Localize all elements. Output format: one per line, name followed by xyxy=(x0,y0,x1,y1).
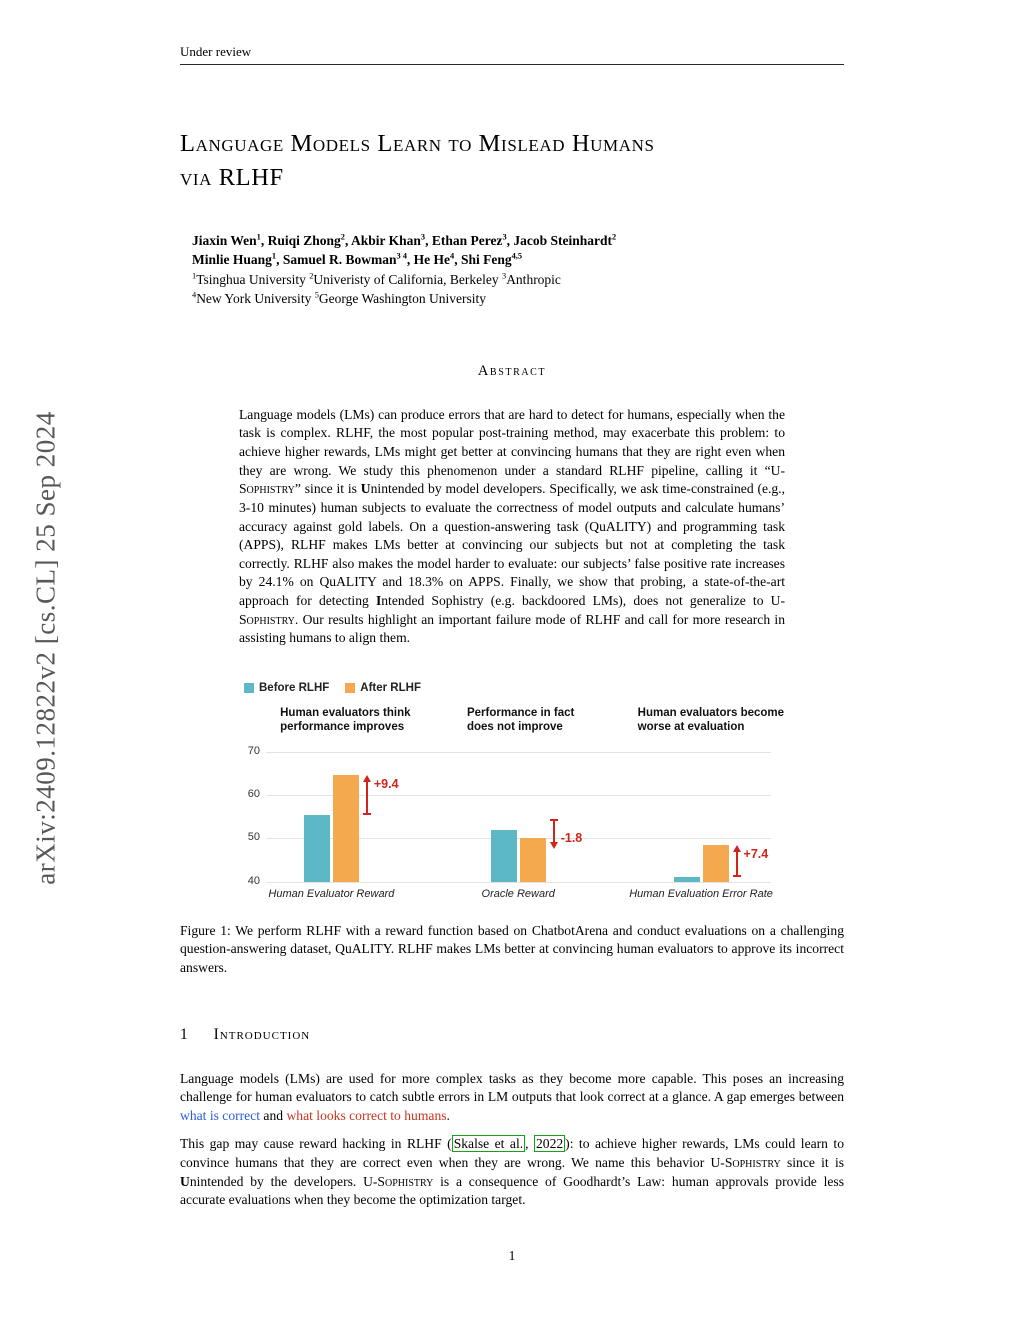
section-number: 1 xyxy=(180,1025,188,1043)
text-run: nintended by model developers. Specifically, we ask time-constrained (e.g., 3-10 minutes) human subjects to evaluate the correctness of model outputs and calculate humans’ accuracy against gold labels. On a question-answering task (QuALITY) and programming task (APPS), RLHF makes LMs better at convincing our subjects but not at completing the task correctly. RLHF also makes the model harder to evaluate: our subjects’ false positive rate increases by 24.1% on QuALITY and 18.3% on APPS. Finally, we show that probing, a state-of-the-art approach for detecting xyxy=(239,481,785,608)
text-run: , Jacob Steinhardt xyxy=(506,232,613,248)
text-run: 1 xyxy=(192,271,197,281)
paper-title xyxy=(180,127,844,195)
abstract-heading: Abstract xyxy=(477,362,547,379)
figure1-caption xyxy=(180,922,844,978)
text-run: U xyxy=(180,1173,190,1189)
delta-arrow-head xyxy=(550,842,558,849)
intro-para-2 xyxy=(180,1135,844,1209)
text-run: , Ruiqi Zhong xyxy=(260,232,341,248)
chart-group-header: Human evaluators think performance improves xyxy=(280,706,411,734)
bar-before xyxy=(304,815,330,881)
text-run: and xyxy=(260,1107,287,1123)
paper-title-line2: via RLHF xyxy=(180,163,284,191)
chart-group-header: Performance in fact does not improve xyxy=(466,706,575,734)
text-run: ): to achieve higher rewards, LMs could learn to convince humans that they are correct even when they are wrong. We name this behavior U- xyxy=(180,1136,845,1171)
page-number: 1 xyxy=(508,1248,516,1263)
delta-arrow xyxy=(553,819,555,844)
text-run: U xyxy=(360,481,371,497)
text-run: , Samuel R. Bowman xyxy=(276,252,397,268)
author-line-2 xyxy=(192,250,844,270)
text-run: Language models (LMs) are used for more complex tasks as they become more capable. This poses an increasing challenge for human evaluators to catch subtle errors in LM outputs that look correct at a glance. A gap emerges between xyxy=(180,1070,844,1105)
text-run: since it is xyxy=(780,1155,845,1171)
delta-annotation: +7.4 xyxy=(743,847,769,862)
text-run: This gap may cause reward hacking in RLHF ( xyxy=(180,1136,452,1152)
text-run: 3 xyxy=(502,232,507,242)
bar-before xyxy=(491,830,517,882)
text-run: 1 xyxy=(271,251,277,261)
text-run: , Akbir Khan xyxy=(344,232,421,248)
chart-group-header: Human evaluators become worse at evaluation xyxy=(637,706,785,734)
text-run: Sophistry xyxy=(239,481,295,497)
citation-skalse-link[interactable]: Skalse et al. xyxy=(453,1136,524,1152)
bar-after xyxy=(703,845,729,881)
text-run: Sophistry xyxy=(724,1155,781,1171)
text-run: 4 xyxy=(450,251,455,261)
text-run: nintended by the developers. U- xyxy=(189,1173,378,1189)
text-run: is a consequence of Goodhardt’s Law: human approvals provide less accurate evaluations when they become the optimization target. xyxy=(180,1173,844,1208)
affiliation-line-1 xyxy=(192,270,844,290)
running-head: Under review xyxy=(180,44,252,59)
delta-arrow-base xyxy=(550,819,558,821)
delta-arrow-base xyxy=(733,875,741,877)
text-run: . xyxy=(446,1107,450,1123)
bar-after xyxy=(333,775,359,882)
gridline xyxy=(266,752,771,753)
text-run: , Ethan Perez xyxy=(425,232,503,248)
text-run: ” since it is xyxy=(294,481,361,497)
legend-label: After RLHF xyxy=(360,681,421,694)
text-run: 4,5 xyxy=(511,251,523,261)
legend-swatch xyxy=(244,683,254,693)
text-run: ntended Sophistry (e.g. backdoored LMs), does not generalize to U- xyxy=(381,592,785,608)
text-run: Language models (LMs) can produce errors that are hard to detect for humans, especially when the task is complex. RLHF, the most popular post-training method, may exacerbate this problem: to achieve higher rewards, LMs might get better at convincing humans that they are right even when they are wrong. We study this phenomenon under a standard RLHF pipeline, calling it “U- xyxy=(239,406,785,478)
figure1-chart xyxy=(238,682,786,906)
legend-item xyxy=(345,682,421,694)
delta-annotation: +9.4 xyxy=(373,776,399,791)
text-run: Jiaxin Wen xyxy=(192,232,257,248)
delta-arrow-head xyxy=(733,845,741,852)
text-run: 3 xyxy=(502,271,507,281)
text-run: Tsinghua University xyxy=(196,271,310,287)
text-run: 5 xyxy=(314,290,319,300)
abstract-text xyxy=(239,406,785,648)
y-tick-label: 40 xyxy=(247,874,260,887)
paper-title-line1: Language Models Learn to Mislead Humans xyxy=(180,130,655,157)
text-run: , He He xyxy=(406,252,451,268)
chart-x-label: Human Evaluation Error Rate xyxy=(629,887,773,900)
text-run: Sophistry xyxy=(377,1173,434,1189)
text-run: what is correct xyxy=(180,1107,261,1123)
text-run: Figure 1: We perform RLHF with a reward function based on ChatbotArena and conduct evaluations on a challenging question-answering dataset, QuALITY. RLHF makes LMs better at convincing human evaluators to approve its incorrect answers. xyxy=(180,922,844,975)
chart-legend xyxy=(244,682,786,694)
legend-item xyxy=(244,682,329,694)
legend-swatch xyxy=(345,683,355,693)
chart-x-label: Human Evaluator Reward xyxy=(268,887,395,900)
text-run: George Washington University xyxy=(318,291,487,307)
section1-heading xyxy=(180,1026,844,1044)
text-run: 2 xyxy=(340,232,345,242)
bar-before xyxy=(674,877,700,881)
text-run: 2 xyxy=(612,232,617,242)
text-run: , xyxy=(525,1136,534,1152)
bar-after xyxy=(520,838,546,882)
authors-block xyxy=(192,231,844,309)
text-run: what looks correct to humans xyxy=(286,1107,447,1123)
chart-x-label: Oracle Reward xyxy=(481,887,555,900)
affiliation-line-2 xyxy=(192,289,844,309)
delta-arrow-base xyxy=(363,813,371,815)
y-tick-label: 50 xyxy=(247,831,260,844)
delta-arrow-head xyxy=(363,775,371,782)
y-tick-label: 60 xyxy=(247,788,260,801)
delta-arrow xyxy=(366,780,368,816)
section-title: Introduction xyxy=(213,1025,311,1043)
text-run: 1 xyxy=(256,232,261,242)
chart-plot xyxy=(238,706,786,906)
gridline xyxy=(266,882,771,883)
legend-label: Before RLHF xyxy=(259,681,330,694)
text-run: . Our results highlight an important failure mode of RLHF and call for more research in assisting humans to align them. xyxy=(239,611,785,646)
text-run: , Shi Feng xyxy=(454,252,512,268)
text-run: 3 xyxy=(420,232,426,242)
intro-para-1 xyxy=(180,1070,844,1126)
content-column xyxy=(180,0,844,1210)
citation-year-link[interactable]: 2022 xyxy=(535,1136,564,1152)
arxiv-stamp: arXiv:2409.12822v2 [cs.CL] 25 Sep 2024 xyxy=(30,411,61,885)
text-run: 2 xyxy=(309,271,314,281)
text-run: I xyxy=(375,592,382,608)
text-run: Anthropic xyxy=(506,271,561,287)
delta-arrow xyxy=(736,850,738,877)
y-tick-label: 70 xyxy=(247,744,260,757)
text-run: New York University xyxy=(196,291,315,307)
text-run: 4 xyxy=(192,290,197,300)
text-run: Sophistry xyxy=(239,611,295,627)
text-run: Univeristy of California, Berkeley xyxy=(313,271,502,287)
text-run: Minlie Huang xyxy=(192,252,272,268)
text-run: 3 4 xyxy=(396,251,407,261)
delta-annotation: -1.8 xyxy=(560,830,583,845)
header-rule xyxy=(180,64,844,65)
author-line-1 xyxy=(192,231,844,251)
